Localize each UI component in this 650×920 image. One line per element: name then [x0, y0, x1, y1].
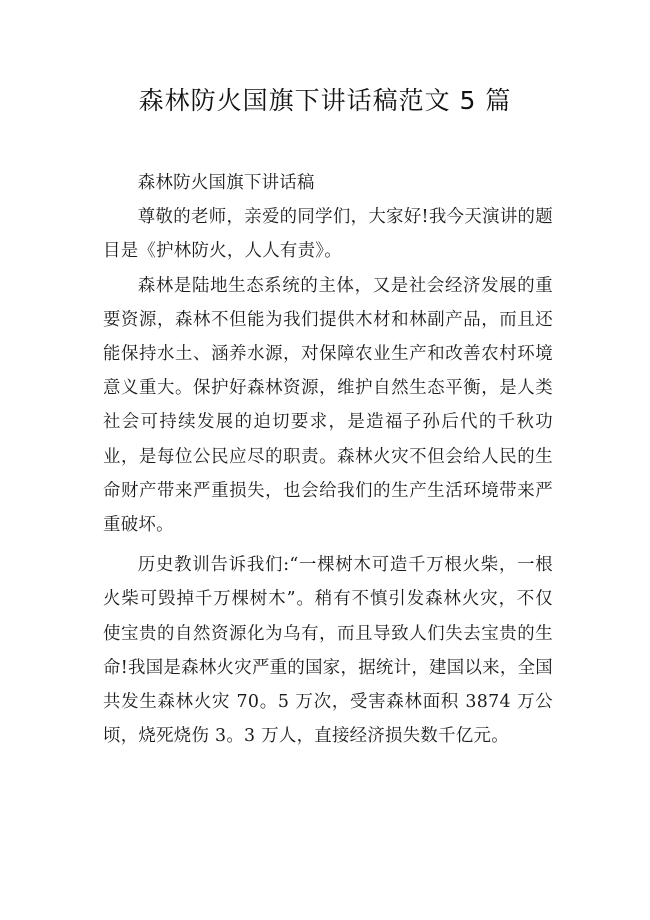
paragraph-forest-importance: 森林是陆地生态系统的主体，又是社会经济发展的重要资源，森林不但能为我们提供木材和林副产品，而且还能保持水土、涵养水源，对保障农业生产和改善农村环境意义重大。保护好森林资源，维护自然生态平衡，是人类社会可持续发展的迫切要求，是造福子孙后代的千秋功业，是每位公民应尽的职责。森林火灾不但会给人民的生命财产带来严重损失，也会给我们的生产生活环境带来严重破坏。 [103, 275, 553, 536]
document-title: 森林防火国旗下讲话稿范文 5 篇 [138, 86, 512, 115]
document-body [103, 166, 553, 753]
paragraph-greeting: 尊敬的老师，亲爱的同学们，大家好!我今天演讲的题目是《护林防火，人人有责》。 [103, 207, 553, 262]
speech-heading: 森林防火国旗下讲话稿 [137, 173, 315, 193]
paragraph-history-lesson: 历史教训告诉我们:“一棵树木可造千万根火柴，一根火柴可毁掉千万棵树木”。稍有不慎引发森林火灾，不仅使宝贵的自然资源化为乌有，而且导致人们失去宝贵的生命!我国是森林火灾严重的国家，据统计，建国以来，全国共发生森林火灾 70。5 万次，受害森林面积 3874 万公顷，烧死烧伤 3。3 万人，直接经济损失数千亿元。 [103, 555, 553, 747]
